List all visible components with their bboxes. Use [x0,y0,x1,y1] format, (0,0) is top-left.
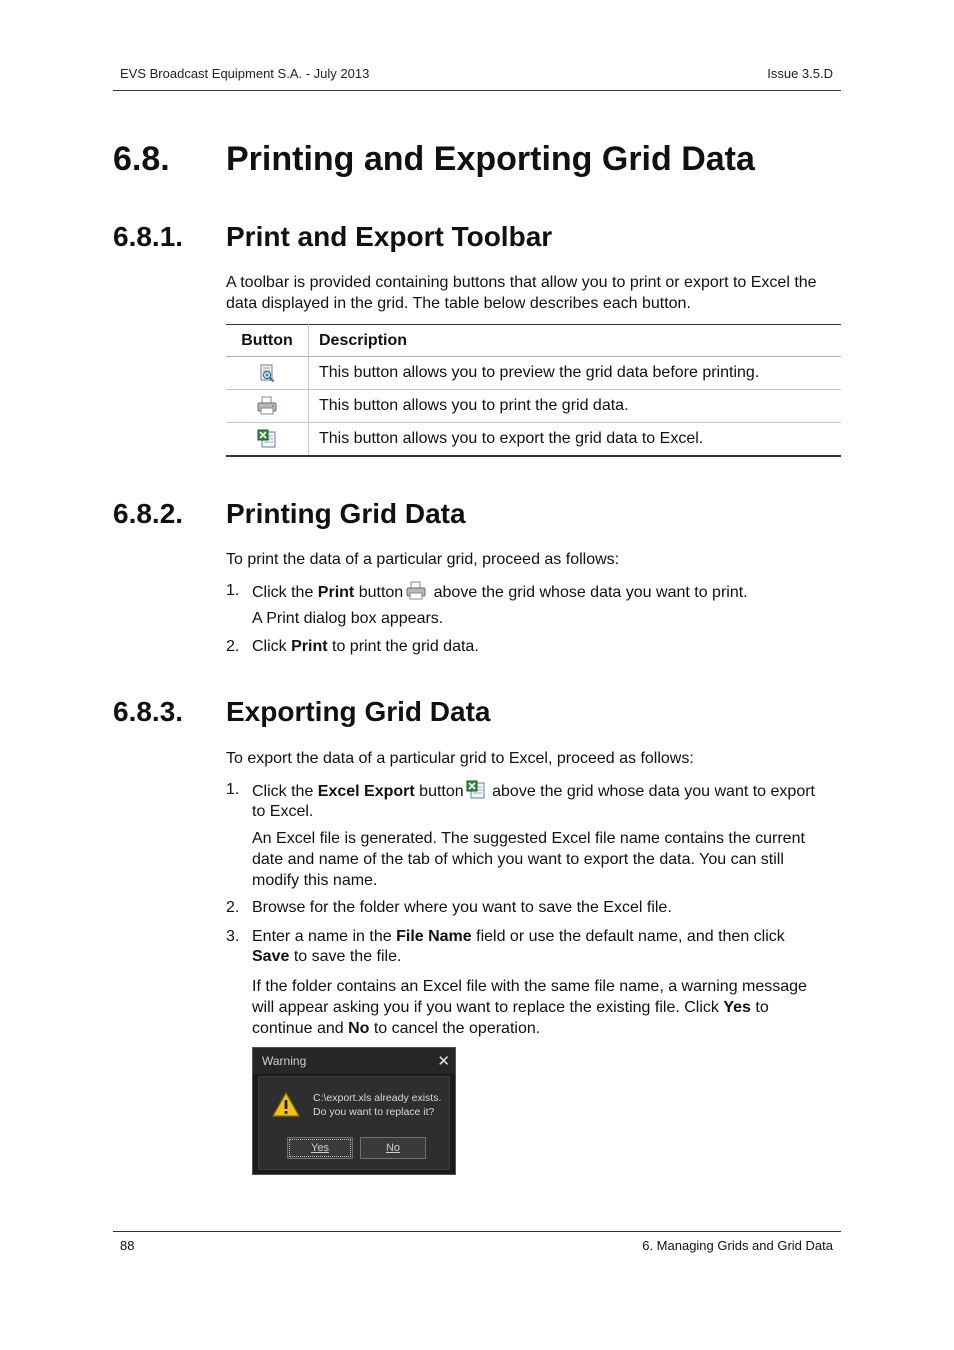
dialog-title-bar [253,1048,455,1074]
warning-icon [271,1091,301,1118]
section-number: 6.8. [113,140,170,178]
step-text [252,637,822,657]
step-text-part: field or use the default name, and then click [471,928,785,945]
no-button[interactable]: No [360,1137,426,1159]
footer-chapter: 6. Managing Grids and Grid Data [642,1238,833,1253]
exporting-step-3-note [252,976,826,1039]
table-cell-icon [226,390,309,423]
note-bold: Yes [723,999,751,1016]
step-text-part: Click the [252,783,318,800]
toolbar-heading-number: 6.8.1. [113,221,184,252]
toolbar-intro-text: A toolbar is provided containing buttons that allow you to print or export to Excel the data displayed in the grid. The table below describes each button. [226,274,817,312]
dialog-message-line: Do you want to replace it? [313,1106,435,1118]
header-right: Issue 3.5.D [767,66,833,81]
dialog-title: Warning [262,1054,307,1068]
header-left: EVS Broadcast Equipment S.A. - July 2013 [120,66,370,81]
table-cell-description: This button allows you to preview the grid data before printing. [309,357,842,390]
printer-icon [405,581,427,601]
printing-intro: To print the data of a particular grid, proceed as follows: [226,551,620,568]
step-bold: Excel Export [317,783,415,800]
exporting-heading-title: Exporting Grid Data [226,696,491,727]
step-text-part: Enter a name in the [252,928,397,945]
excel-export-icon [466,780,486,800]
step-number: 2. [226,638,240,655]
step-number: 3. [226,928,240,945]
exporting-intro: To export the data of a particular grid to Excel, proceed as follows: [226,750,694,767]
step-text-part: above the grid whose data you want to export to Excel. [252,783,815,820]
printing-step-1-note: A Print dialog box appears. [252,610,444,627]
step-text [252,581,822,603]
step-text [252,780,822,822]
exporting-step-1-note: An Excel file is generated. The suggested Excel file name contains the current date and name of the tab of which you want to export the data. You can still modify this name. [252,830,805,889]
table-cell-description: This button allows you to export the grid data to Excel. [309,423,842,457]
step-text-part: button [414,783,464,800]
table-header-button: Button [226,325,309,357]
step-text: Browse for the folder where you want to save the Excel file. [252,899,672,916]
yes-button[interactable]: Yes [287,1137,353,1159]
button-table [226,324,841,457]
table-row [226,357,841,390]
table-header-description: Description [309,325,842,357]
dialog-message-line: C:\export.xls already exists. [313,1092,442,1104]
note-text-part: to continue and [252,999,769,1037]
step-text-part: button [354,584,404,601]
step-text-part: to print the grid data. [327,638,479,655]
toolbar-intro [226,272,836,314]
print-preview-icon [257,363,277,383]
step-text-part: to save the file. [289,948,402,965]
note-bold: No [348,1020,370,1037]
printing-heading-title: Printing Grid Data [226,498,466,529]
page-number: 88 [120,1238,135,1253]
printer-icon [256,396,278,416]
printing-heading-number: 6.8.2. [113,498,184,529]
dialog-body [258,1076,450,1170]
step-bold: Print [317,584,355,601]
step-number: 2. [226,899,240,916]
footer-rule [113,1231,841,1232]
excel-export-icon [257,429,277,449]
step-bold: Print [291,638,328,655]
note-text-part: If the folder contains an Excel file with the same file name, a warning message will appear asking you if you want to replace the existing file. Click [252,978,807,1016]
step-number: 1. [226,582,240,599]
table-row [226,423,841,457]
toolbar-heading-title: Print and Export Toolbar [226,221,553,252]
step-text [252,927,822,967]
step-bold: Save [252,948,290,965]
close-icon[interactable]: ✕ [437,1053,450,1070]
table-cell-icon [226,357,309,390]
table-cell-description: This button allows you to print the grid data. [309,390,842,423]
step-bold: File Name [396,928,472,945]
step-number: 1. [226,781,240,798]
step-text-part: above the grid whose data you want to print. [429,584,748,601]
dialog-message [313,1091,441,1119]
table-cell-icon [226,423,309,457]
warning-dialog [252,1047,456,1175]
step-text-part: Click the [252,584,318,601]
header-rule [113,90,841,91]
exporting-heading-number: 6.8.3. [113,696,184,727]
note-text-part: to cancel the operation. [369,1020,541,1037]
table-row [226,390,841,423]
section-title: Printing and Exporting Grid Data [226,140,755,178]
step-text-part: Click [252,638,292,655]
table-header-row [226,325,841,357]
